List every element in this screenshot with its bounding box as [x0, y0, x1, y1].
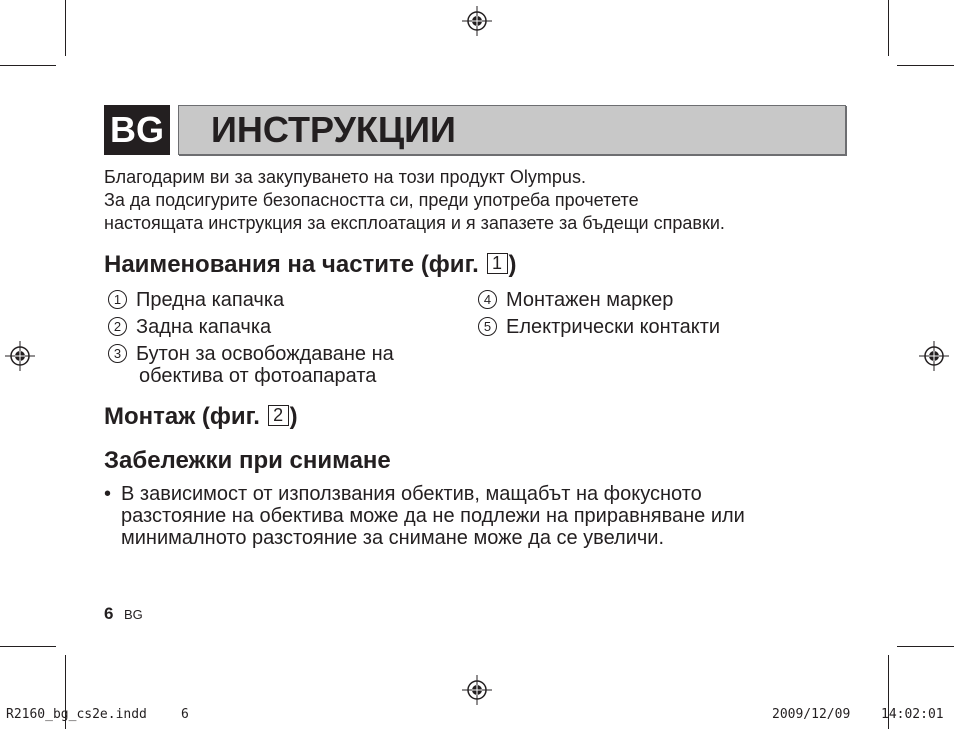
page-number: 6: [104, 604, 114, 623]
heading-text: Монтаж (фиг.: [104, 403, 267, 430]
heading-text: Наименования на частите (фиг.: [104, 251, 486, 278]
list-item-text: Електрически контакти: [506, 316, 721, 338]
slug-date: 2009/12/09: [772, 707, 851, 722]
list-item-text: Бутон за освобождаване на: [136, 343, 394, 365]
list-item-text: обектива от фотоапарата: [139, 365, 377, 387]
registration-mark-icon: [461, 674, 493, 706]
list-item-text: Предна капачка: [136, 289, 285, 311]
intro-line: За да подсигурите безопасността си, преди употреба прочетете: [104, 190, 639, 210]
mount-heading: [104, 402, 298, 432]
language-badge: BG: [104, 105, 170, 155]
list-item: [108, 288, 284, 312]
figure-number-box: 1: [487, 253, 508, 274]
list-item: [108, 315, 271, 339]
page-language: BG: [124, 607, 143, 622]
crop-mark: [897, 65, 954, 66]
registration-mark-icon: [918, 340, 950, 372]
list-item: [108, 342, 394, 388]
intro-line: настоящата инструкция за експлоатация и я запазете за бъдещи справки.: [104, 213, 725, 233]
crop-mark: [888, 0, 889, 56]
bullet-line: минималното разстояние за снимане може да се увеличи.: [121, 527, 665, 549]
list-item: [478, 315, 720, 339]
title-bar: [178, 105, 846, 155]
page-title: ИНСТРУКЦИИ: [211, 109, 456, 150]
intro-paragraph: [104, 166, 725, 235]
circled-number: 3: [108, 344, 127, 363]
intro-line: Благодарим ви за закупуването на този продукт Olympus.: [104, 167, 586, 187]
crop-mark: [0, 65, 56, 66]
list-item-text: Монтажен маркер: [506, 289, 674, 311]
registration-mark-icon: [461, 5, 493, 37]
circled-number: 1: [108, 290, 127, 309]
list-item-text: Задна капачка: [136, 316, 272, 338]
circled-number: 2: [108, 317, 127, 336]
heading-close: ): [508, 251, 517, 278]
bullet-line: В зависимост от използвания обектив, мащабът на фокусното: [121, 483, 702, 505]
slug-page: 6: [181, 707, 189, 722]
slug-filename: R2160_bg_cs2e.indd: [6, 707, 147, 722]
notes-bullet: [104, 483, 745, 549]
bullet-symbol: •: [104, 483, 112, 505]
heading-close: ): [289, 403, 298, 430]
slug-time: 14:02:01: [881, 707, 944, 722]
bullet-line: разстояние на обектива може да не подлежи на приравняване или: [121, 505, 745, 527]
circled-number: 4: [478, 290, 497, 309]
crop-mark: [65, 0, 66, 56]
circled-number: 5: [478, 317, 497, 336]
figure-number-box: 2: [268, 405, 289, 426]
list-item: [478, 288, 673, 312]
crop-mark: [897, 646, 954, 647]
crop-mark: [0, 646, 56, 647]
registration-mark-icon: [4, 340, 36, 372]
notes-heading: Забележки при снимане: [104, 447, 391, 474]
parts-heading: [104, 250, 517, 280]
